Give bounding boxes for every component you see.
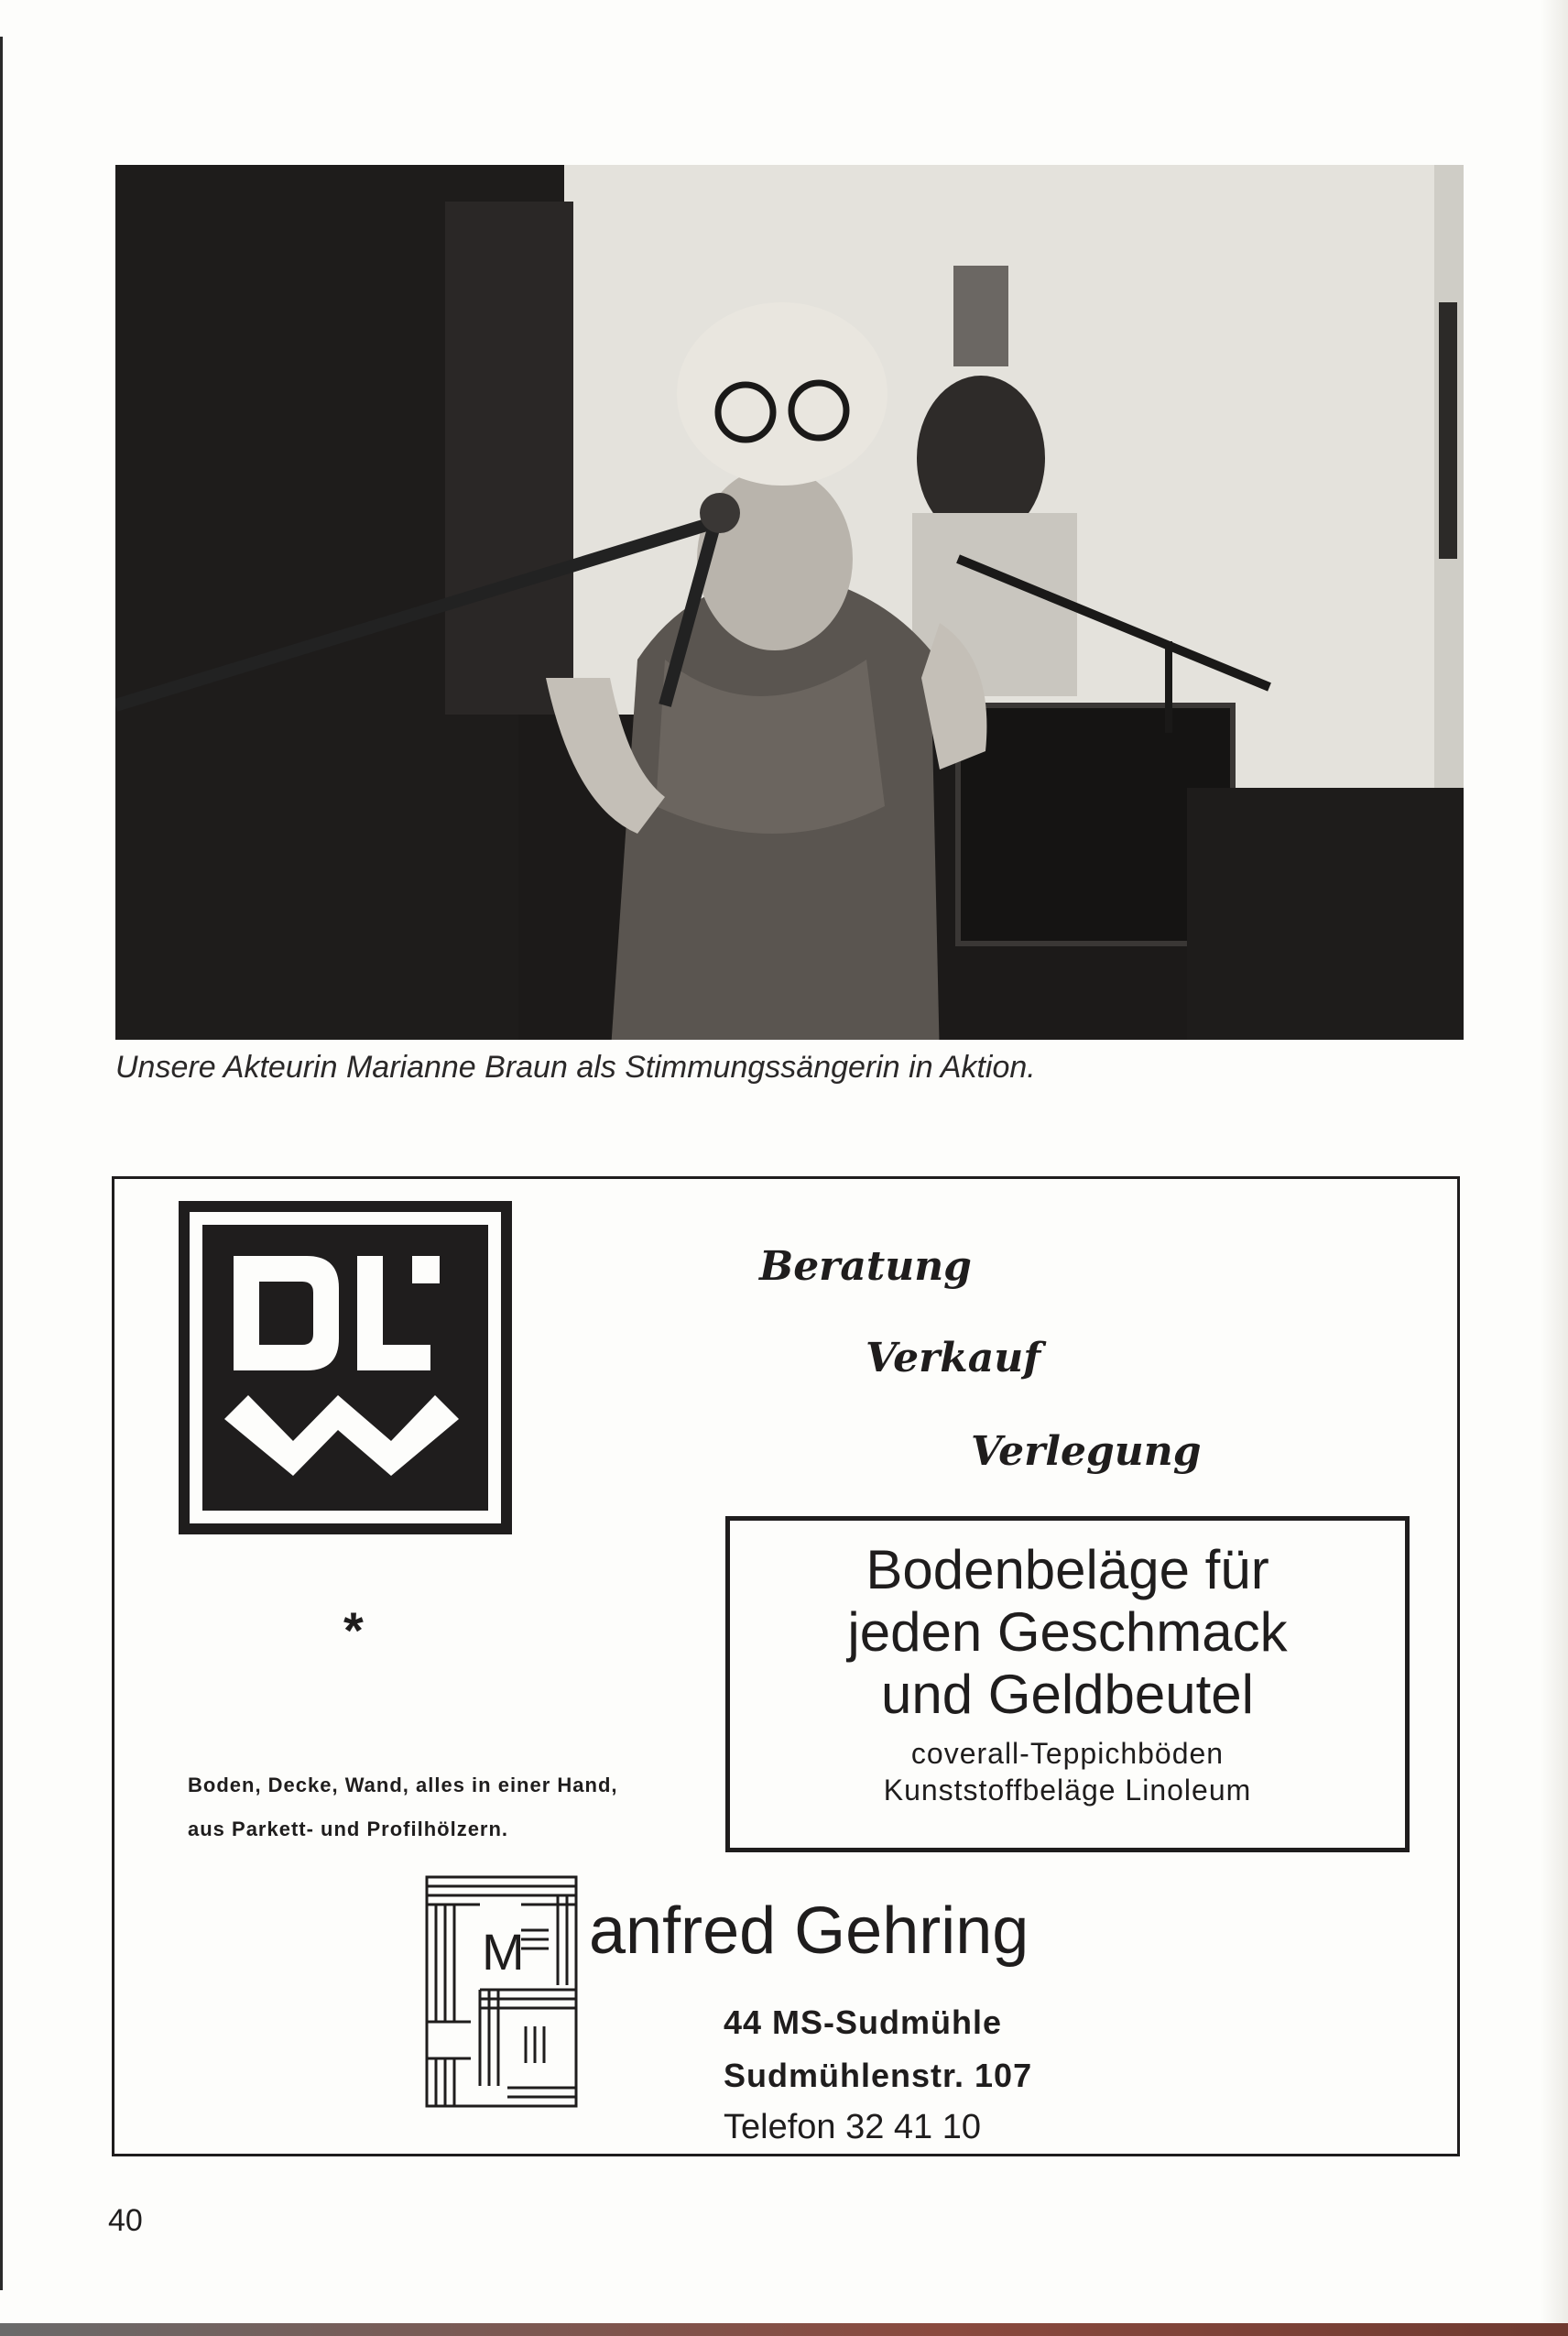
phone-number: Telefon 32 41 10 <box>724 2108 982 2146</box>
address-line-1: 44 MS-Sudmühle <box>724 2003 1003 2041</box>
service-verlegung: Verlegung <box>971 1428 1202 1475</box>
page-edge-shadow <box>1541 0 1568 2336</box>
box-headline-line: Bodenbeläge für <box>866 1539 1269 1600</box>
box-subline: Kunststoffbeläge Linoleum <box>883 1774 1252 1807</box>
slogan-line: Boden, Decke, Wand, alles in einer Hand, <box>188 1774 618 1796</box>
slogan <box>188 1763 618 1851</box>
service-verkauf: Verkauf <box>866 1335 1041 1381</box>
binding-line <box>0 37 3 2290</box>
address-line-2: Sudmühlenstr. 107 <box>724 2057 1033 2094</box>
slogan-line: aus Parkett- und Profilhölzern. <box>188 1817 509 1840</box>
service-beratung: Beratung <box>759 1243 972 1290</box>
box-headline-line: jeden Geschmack <box>847 1601 1288 1663</box>
scan-bottom-edge <box>0 2323 1568 2336</box>
singer-photo <box>115 165 1464 1040</box>
company-name: anfred Gehring <box>589 1894 1029 1968</box>
box-headline-line: und Geldbeutel <box>881 1664 1254 1725</box>
mg-parquet-logo <box>425 1875 578 2108</box>
asterisk-mark: * <box>343 1601 364 1659</box>
flooring-box <box>725 1516 1410 1852</box>
dlw-logo <box>179 1201 512 1534</box>
box-subline: coverall-Teppichböden <box>910 1737 1225 1770</box>
advertisement-box <box>112 1176 1460 2156</box>
mg-logo-initial: M <box>482 1923 525 1981</box>
photo-caption: Unsere Akteurin Marianne Braun als Stimmungssängerin in Aktion. <box>115 1050 1036 1085</box>
page-number: 40 <box>108 2203 143 2238</box>
